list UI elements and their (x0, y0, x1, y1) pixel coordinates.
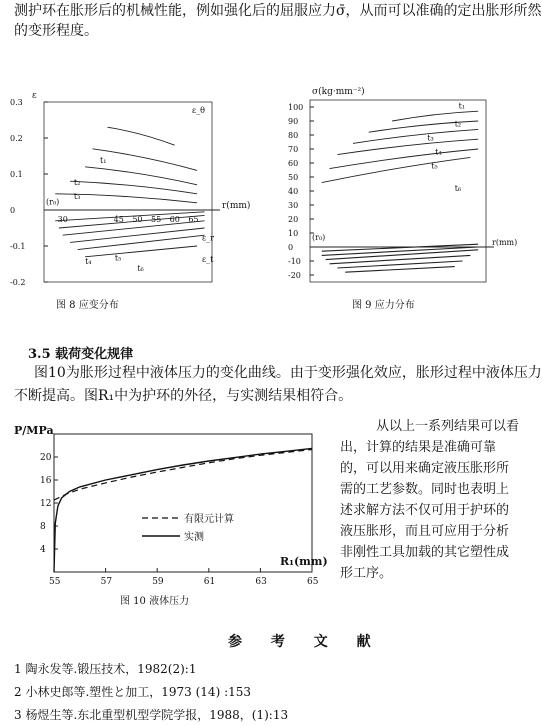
reference-item: 3 杨煜生等.东北重型机型学院学报，1988，(1):13 (14, 708, 289, 722)
y-tick-label: 8 (40, 522, 46, 532)
conclusion-line: 形工序。 (340, 566, 393, 581)
figure-10-caption: 图 10 液体压力 (120, 596, 190, 607)
annotation: t₂ (73, 177, 81, 187)
x-tick-label: 57 (100, 577, 113, 587)
y-tick-label: 20 (288, 215, 299, 224)
annotation: t₆ (454, 184, 462, 193)
figure-8-caption: 图 8 应变分布 (56, 300, 119, 311)
annotation: (r₀) (46, 197, 60, 207)
annotation: t₄ (435, 147, 442, 157)
annotation: ε_t (202, 255, 214, 265)
curve (85, 246, 197, 257)
y-tick-label: 60 (288, 159, 299, 168)
legend-label: 有限元计算 (184, 514, 234, 525)
section-heading: 3.5 载荷变化规律 (28, 347, 134, 362)
conclusion-line: 非刚性工具加载的其它塑性成 (340, 545, 510, 560)
y-tick-label: -0.1 (10, 242, 26, 251)
reference-item: 1 陶永发等.锻压技术，1982(2):1 (14, 662, 197, 676)
curve (70, 181, 197, 194)
y-tick-label: 12 (40, 499, 52, 509)
series-line (54, 450, 312, 501)
x-axis-label: r(mm) (492, 238, 518, 247)
reference-item: 2 小林史郎等.塑性と加工，1973 (14) :153 (14, 685, 252, 699)
x-tick-label: 60 (169, 215, 180, 224)
figure-9-caption: 图 9 应力分布 (352, 300, 415, 311)
legend-label: 实测 (184, 532, 204, 543)
annotation: ε_θ (192, 105, 205, 115)
y-tick-label: -20 (288, 271, 301, 280)
y-tick-label: 0 (10, 206, 16, 215)
y-tick-label: 16 (40, 476, 52, 486)
x-tick-label: 45 (113, 215, 124, 224)
curve (70, 228, 204, 242)
y-tick-label: 0.1 (10, 170, 23, 179)
curve (322, 244, 478, 251)
x-tick-label: 65 (307, 577, 319, 587)
y-tick-label: 80 (288, 131, 299, 140)
references-heading: 参 考 文 献 (228, 634, 383, 650)
figure-9-stress-distribution (272, 86, 534, 286)
y-axis-label: P/MPa (14, 424, 54, 437)
figure-8-strain-distribution (10, 90, 260, 290)
y-tick-label: 100 (288, 103, 304, 112)
conclusion-line: 液压胀形，而且可应用于分析 (340, 524, 510, 539)
curve (55, 212, 204, 221)
y-tick-label: 50 (288, 173, 299, 182)
x-axis-label: r(mm) (222, 201, 251, 211)
annotation: t₁ (458, 101, 466, 111)
curve (345, 267, 455, 273)
curve (330, 255, 471, 263)
x-tick-label: 65 (188, 215, 199, 224)
section-para-line-1: 图10为胀形过程中液体压力的变化曲线。由于变形强化效应，胀形过程中液体压力 (34, 365, 542, 381)
y-axis-label: σ(kg·mm⁻²) (312, 87, 365, 97)
annotation: t₅ (114, 253, 122, 263)
curve (392, 111, 478, 121)
annotation: t₂ (454, 119, 462, 129)
annotation: t₆ (137, 264, 144, 274)
y-tick-label: 20 (40, 453, 52, 463)
y-axis-label: ε (32, 91, 37, 101)
y-tick-label: 0.2 (10, 134, 23, 143)
curve (322, 157, 471, 182)
y-tick-label: 0.3 (10, 98, 23, 107)
conclusion-line: 出，计算的结果是准确可靠 (340, 440, 497, 455)
annotation: t₄ (85, 257, 92, 266)
y-tick-label: 10 (288, 229, 299, 238)
plot-frame (54, 434, 312, 572)
y-tick-label: 4 (40, 545, 46, 555)
y-tick-label: 40 (288, 187, 299, 196)
annotation: t₃ (73, 192, 81, 202)
x-tick-label: 30 (57, 215, 68, 224)
conclusion-line: 需的工艺参数。同时也表明上 (340, 482, 510, 497)
annotation: t₁ (100, 156, 107, 166)
y-tick-label: 70 (288, 145, 299, 154)
y-tick-label: 90 (288, 117, 299, 126)
y-tick-label: -0.2 (10, 278, 26, 287)
annotation: (r₀) (312, 233, 326, 242)
x-tick-label: 59 (152, 577, 164, 587)
y-tick-label: 0 (288, 243, 294, 252)
x-tick-label: 55 (151, 215, 162, 224)
conclusion-line: 从以上一系列结果可以看 (376, 419, 520, 434)
x-tick-label: 63 (255, 577, 267, 587)
curve (93, 149, 198, 171)
x-tick-label: 55 (49, 577, 61, 587)
figure-10-liquid-pressure (12, 422, 330, 594)
curve (107, 127, 174, 145)
x-tick-label: 61 (203, 577, 216, 587)
intro-line-2: 的变形程度。 (14, 23, 98, 39)
curve (85, 167, 197, 185)
conclusion-line: 的，可以用来确定液压胀形所 (340, 461, 510, 476)
curve (330, 149, 479, 169)
x-tick-label: 50 (132, 215, 143, 224)
y-tick-label: 30 (288, 201, 299, 210)
section-para-line-2: 不断提高。图R₁中为护环的外径，与实测结果相符合。 (14, 388, 353, 404)
annotation: ε_r (202, 233, 214, 243)
curve (337, 139, 478, 154)
y-tick-label: -10 (288, 257, 301, 266)
x-axis-label: R₁(mm) (280, 555, 328, 568)
annotation: t₃ (427, 133, 434, 143)
annotation: t₅ (431, 161, 438, 171)
conclusion-line: 述求解方法不仅可用于护环的 (340, 503, 510, 518)
intro-line-1: 测护环在胀形后的机械性能，例如强化后的屈服应力σ̄，从而可以准确的定出胀形所然 (14, 3, 542, 19)
